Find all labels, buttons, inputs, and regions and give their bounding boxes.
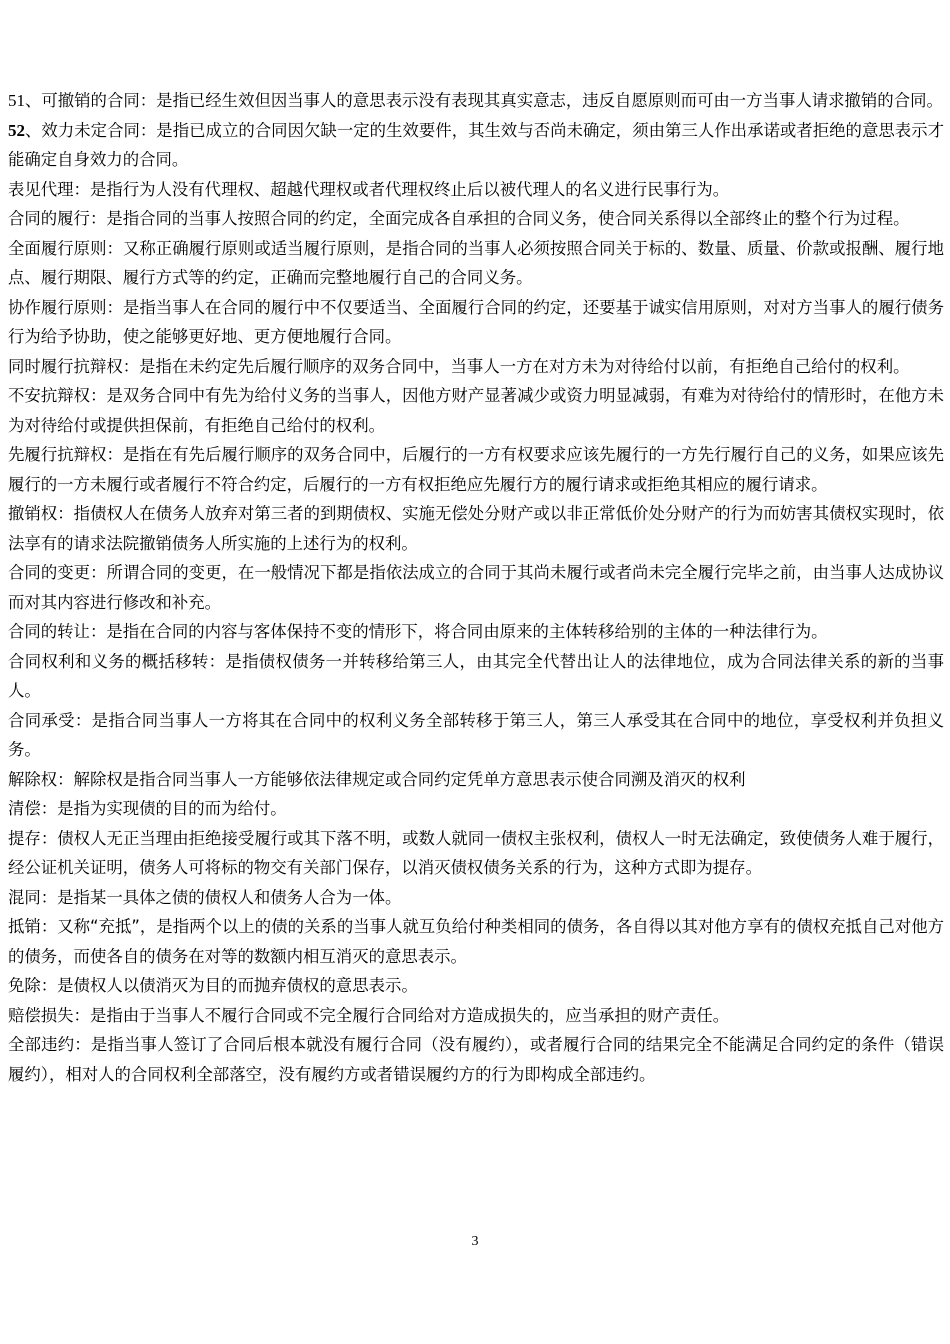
glossary-entry: 合同的转让：是指在合同的内容与客体保持不变的情形下，将合同由原来的主体转移给别的主体的一种法律行为。 [8, 622, 828, 641]
entry-number: 52 [8, 120, 25, 140]
glossary-entry: 先履行抗辩权：是指在有先后履行顺序的双务合同中，后履行的一方有权要求应该先履行的一方先行履行自己的义务，如果应该先履行的一方未履行或者履行不符合约定，后履行的一方有权拒绝应先履行方的履行请求或拒绝其相应的履行请求。 [8, 445, 944, 494]
glossary-entry: 协作履行原则：是指当事人在合同的履行中不仅要适当、全面履行合同的约定，还要基于诚实信用原则，对对方当事人的履行债务行为给予协助，使之能够更好地、更方便地履行合同。 [8, 297, 944, 346]
entry-number: 51 [8, 91, 25, 110]
glossary-entry: 表见代理：是指行为人没有代理权、超越代理权或者代理权终止后以被代理人的名义进行民事行为。 [8, 179, 730, 199]
glossary-entry: 同时履行抗辩权：是指在未约定先后履行顺序的双务合同中，当事人一方在对方未为对待给付以前，有拒绝自己给付的权利。 [8, 356, 910, 376]
glossary-entry: 抵销：又称“充抵”，是指两个以上的债的关系的当事人就互负给付种类相同的债务，各自得以其对他方享有的债权充抵自己对他方的债务，而使各自的债务在对等的数额内相互消灭的意思表示。 [8, 917, 944, 966]
entry-text: 、效力未定合同：是指已成立的合同因欠缺一定的生效要件，其生效与否尚未确定，须由第三人作出承诺或者拒绝的意思表示才能确定自身效力的合同。 [8, 120, 944, 169]
glossary-entry: 全部违约：是指当事人签订了合同后根本就没有履行合同（没有履约），或者履行合同的结果完全不能满足合同约定的条件（错误履约），相对人的合同权利全部落空，没有履约方或者错误履约方的行为即构成全部违约。 [8, 1035, 944, 1084]
entry-text: 、可撤销的合同：是指已经生效但因当事人的意思表示没有表现其真实意志，违反自愿原则而可由一方当事人请求撤销的合同。 [25, 91, 943, 110]
glossary-entry: 合同的变更：所谓合同的变更，在一般情况下都是指依法成立的合同于其尚未履行或者尚未完全履行完毕之前，由当事人达成协议而对其内容进行修改和补充。 [8, 563, 944, 612]
glossary-entry: 混同：是指某一具体之债的债权人和债务人合为一体。 [8, 887, 402, 907]
glossary-entry: 免除：是债权人以债消灭为目的而抛弃债权的意思表示。 [8, 976, 418, 995]
glossary-entry: 撤销权：指债权人在债务人放弃对第三者的到期债权、实施无偿处分财产或以非正常低价处分财产的行为而妨害其债权实现时，依法享有的请求法院撤销债务人所实施的上述行为的权利。 [8, 504, 944, 553]
glossary-entry: 赔偿损失：是指由于当事人不履行合同或不完全履行合同给对方造成损失的，应当承担的财产责任。 [8, 1005, 730, 1025]
glossary-entry: 解除权：解除权是指合同当事人一方能够依法律规定或合同约定凭单方意思表示使合同溯及消灭的权利 [8, 769, 746, 789]
glossary-entry [8, 116, 944, 175]
glossary-entry: 合同权利和义务的概括移转：是指债权债务一并转移给第三人，由其完全代替出让人的法律地位，成为合同法律关系的新的当事人。 [8, 651, 944, 700]
page-number: 3 [471, 1234, 479, 1249]
glossary-entry: 全面履行原则：又称正确履行原则或适当履行原则，是指合同的当事人必须按照合同关于标的、数量、质量、价款或报酬、履行地点、履行期限、履行方式等的约定，正确而完整地履行自己的合同义务。 [8, 238, 944, 287]
glossary-entry: 清偿：是指为实现债的目的而为给付。 [8, 799, 287, 818]
glossary-content [8, 86, 944, 1089]
glossary-entry: 提存：债权人无正当理由拒绝接受履行或其下落不明，或数人就同一债权主张权利，债权人一时无法确定，致使债务人难于履行，经公证机关证明，债务人可将标的物交有关部门保存，以消灭债权债务关系的行为，这种方式即为提存。 [8, 828, 944, 877]
glossary-entry: 不安抗辩权：是双务合同中有先为给付义务的当事人，因他方财产显著减少或资力明显减弱，有难为对待给付的情形时，在他方未为对待给付或提供担保前，有拒绝自己给付的权利。 [8, 386, 944, 435]
glossary-entry: 合同承受：是指合同当事人一方将其在合同中的权利义务全部转移于第三人，第三人承受其在合同中的地位，享受权利并负担义务。 [8, 710, 944, 759]
glossary-entry: 合同的履行：是指合同的当事人按照合同的约定，全面完成各自承担的合同义务，使合同关系得以全部终止的整个行为过程。 [8, 209, 910, 228]
glossary-entry [8, 86, 944, 116]
